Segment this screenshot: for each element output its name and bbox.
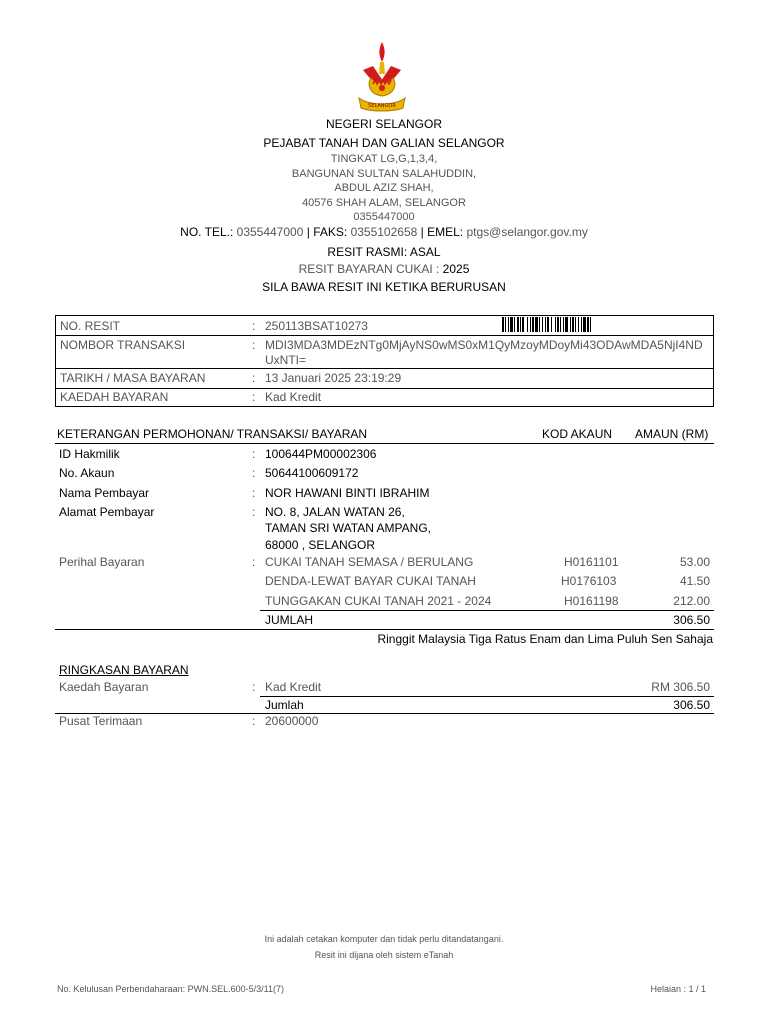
col-header-amount: AMAUN (RM) — [635, 427, 709, 441]
page-number: Helaian : 1 / 1 — [650, 984, 706, 994]
colon: : — [252, 486, 256, 500]
treasury-approval: No. Kelulusan Perbendaharaan: PWN.SEL.600-5/3/11(7) — [57, 984, 284, 994]
divider — [55, 629, 714, 630]
amount-in-words: Ringgit Malaysia Tiga Ratus Enam dan Lima Puluh Sen Sahaja — [377, 632, 713, 646]
address-label: Alamat Pembayar — [59, 505, 155, 519]
colon: : — [252, 447, 256, 461]
summary-total-amount: 306.50 — [673, 698, 710, 712]
title-id-value: 100644PM00002306 — [265, 447, 377, 461]
fax-value: 0355102658 — [350, 225, 418, 239]
summary-method-label: Kaedah Bayaran — [59, 680, 149, 694]
row-colon: : — [252, 371, 256, 385]
row-label: NO. RESIT — [60, 319, 121, 333]
table-row — [56, 368, 713, 389]
account-label: No. Akaun — [59, 466, 115, 480]
address-line-5: 0355447000 — [353, 211, 415, 223]
colon: : — [252, 680, 256, 694]
title-id-label: ID Hakmilik — [59, 447, 120, 461]
transaction-number: MDI3MDA3MDEzNTg0MjAyNS0wMS0xM1QyMzoyMDoyMi43ODAwMDA5NjI4ND — [265, 338, 703, 352]
col-header-account: KOD AKAUN — [542, 427, 613, 441]
summary-heading: RINGKASAN BAYARAN — [59, 663, 189, 677]
summary-total-label: Jumlah — [265, 698, 304, 712]
transaction-number-cont: UxNTI= — [265, 353, 307, 367]
divider — [260, 610, 714, 611]
purpose-label: Perihal Bayaran — [59, 555, 145, 569]
total-amount: 306.50 — [673, 613, 710, 627]
collection-center-label: Pusat Terimaan — [59, 714, 143, 728]
colon: : — [252, 466, 256, 480]
tel-label: NO. TEL.: — [180, 225, 234, 239]
item-amount: 41.50 — [679, 574, 710, 588]
row-colon: : — [252, 338, 256, 352]
divider — [55, 713, 714, 714]
row-colon: : — [252, 390, 256, 404]
receipt-info-table — [55, 315, 714, 407]
tax-label: RESIT BAYARAN CUKAI : — [298, 262, 440, 276]
summary-method-value: Kad Kredit — [265, 680, 322, 694]
colon: : — [252, 505, 256, 519]
divider — [55, 443, 714, 444]
address-line-4: 40576 SHAH ALAM, SELANGOR — [302, 197, 466, 209]
item-account-code: H0176103 — [561, 574, 617, 588]
payer-value: NOR HAWANI BINTI IBRAHIM — [265, 486, 430, 500]
receipt-type: RESIT RASMI: ASAL — [327, 245, 441, 259]
receipt-number: 250113BSAT10273 — [265, 319, 368, 333]
colon: : — [252, 555, 256, 569]
item-description: CUKAI TANAH SEMASA / BERULANG — [265, 555, 474, 569]
payer-label: Nama Pembayar — [59, 486, 150, 500]
details-heading: KETERANGAN PERMOHONAN/ TRANSAKSI/ BAYARAN — [57, 427, 368, 441]
row-label: KAEDAH BAYARAN — [60, 390, 169, 404]
row-colon: : — [252, 319, 256, 333]
payer-address-line-2: TAMAN SRI WATAN AMPANG, — [265, 521, 432, 535]
tel-value: 0355447000 — [236, 225, 304, 239]
notice: SILA BAWA RESIT INI KETIKA BERURUSAN — [262, 280, 506, 294]
contact-line — [0, 225, 768, 239]
selangor-crest-logo — [349, 40, 415, 116]
payment-method: Kad Kredit — [265, 390, 322, 404]
office-name: PEJABAT TANAH DAN GALIAN SELANGOR — [263, 136, 505, 150]
footer-note-2: Resit ini dijana oleh sistem eTanah — [314, 950, 454, 960]
item-account-code: H0161198 — [564, 594, 619, 608]
payment-datetime: 13 Januari 2025 23:19:29 — [265, 371, 402, 385]
tax-receipt-line — [0, 262, 768, 276]
address-line-2: BANGUNAN SULTAN SALAHUDDIN, — [291, 168, 477, 180]
payer-address-line-1: NO. 8, JALAN WATAN 26, — [265, 505, 405, 519]
address-line-1: TINGKAT LG,G,1,3,4, — [330, 153, 438, 165]
item-amount: 212.00 — [673, 594, 710, 608]
account-value: 50644100609172 — [265, 466, 359, 480]
tax-year: 2025 — [442, 262, 470, 276]
item-description: TUNGGAKAN CUKAI TANAH 2021 - 2024 — [265, 594, 492, 608]
item-account-code: H0161101 — [564, 555, 619, 569]
email-value: ptgs@selangor.gov.my — [466, 225, 588, 239]
row-label: TARIKH / MASA BAYARAN — [60, 371, 206, 385]
item-amount: 53.00 — [679, 555, 710, 569]
payer-address-line-3: 68000 , SELANGOR — [265, 538, 376, 552]
item-description: DENDA-LEWAT BAYAR CUKAI TANAH — [265, 574, 476, 588]
address-line-3: ABDUL AZIZ SHAH, — [334, 182, 434, 194]
collection-center-value: 20600000 — [265, 714, 319, 728]
state-name: NEGERI SELANGOR — [325, 117, 443, 131]
table-row — [56, 388, 713, 407]
email-label: EMEL: — [427, 225, 464, 239]
table-row — [56, 316, 713, 336]
colon: : — [252, 714, 256, 728]
fax-label: FAKS: — [313, 225, 348, 239]
divider — [260, 696, 714, 697]
row-label: NOMBOR TRANSAKSI — [60, 338, 186, 352]
crest-caption: SELANGOR — [368, 103, 396, 109]
barcode-image — [502, 317, 632, 332]
total-label: JUMLAH — [265, 613, 314, 627]
footer-note-1: Ini adalah cetakan komputer dan tidak perlu ditandatangani. — [264, 934, 504, 944]
table-row — [56, 335, 713, 369]
summary-method-amount: RM 306.50 — [651, 680, 710, 694]
separator: | — [306, 225, 310, 239]
separator: | — [420, 225, 424, 239]
